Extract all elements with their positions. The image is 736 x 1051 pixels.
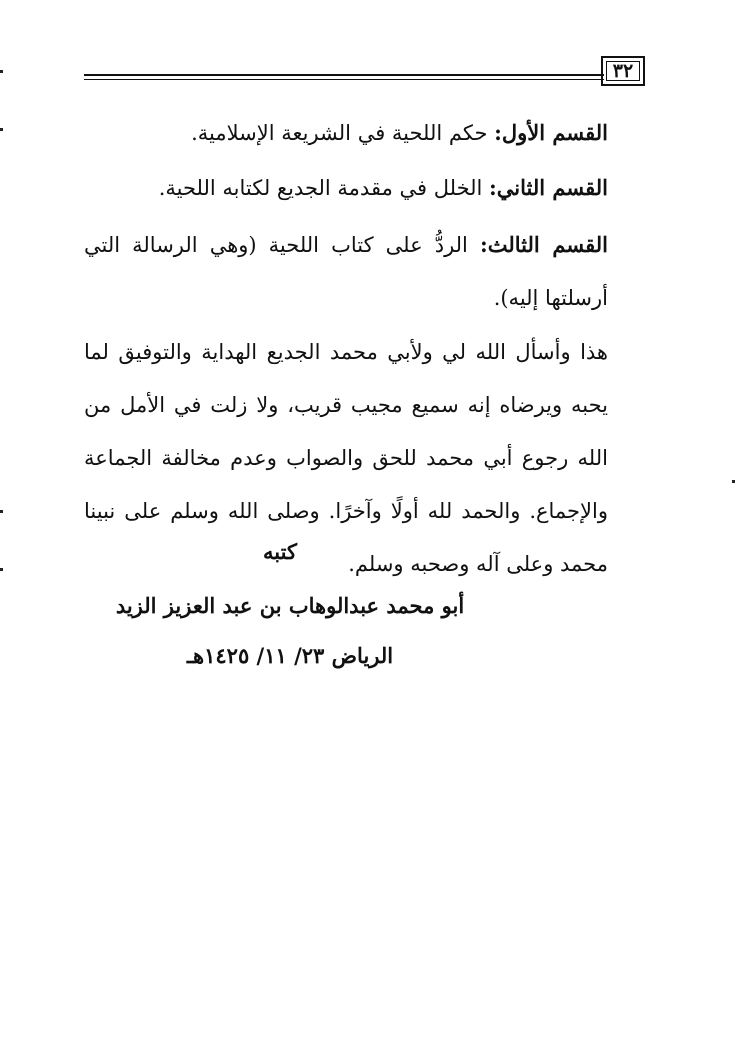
section-second-text: الخلل في مقدمة الجديع لكتابه اللحية. bbox=[158, 176, 490, 200]
section-third-label: القسم الثالث: bbox=[479, 232, 608, 257]
section-third bbox=[84, 218, 608, 325]
closing-paragraph: هذا وأسأل الله لي ولأبي محمد الجديع الهداية والتوفيق لما يحبه ويرضاه إنه سميع مجيب قريب، ولا زلت في الأمل من الله رجوع أبي محمد للحق والصواب وعدم مخالفة الجماعة والإجماع. والحمد لله أولًا وآخرًا. وصلى الله وسلم على نبينا محمد وعلى آله وصحبه وسلم. bbox=[84, 340, 608, 576]
section-third-text: الردُّ على كتاب اللحية (وهي الرسالة التي أرسلتها إليه). bbox=[84, 233, 608, 310]
scan-edge-mark bbox=[0, 70, 3, 73]
signature-place-date: الرياض ٢٣/ ١١/ ١٤٢٥هـ bbox=[186, 643, 394, 668]
scan-edge-mark bbox=[0, 568, 3, 571]
section-first bbox=[84, 106, 608, 160]
scan-edge-mark bbox=[732, 480, 735, 483]
section-second bbox=[84, 161, 608, 215]
page-number-frame bbox=[601, 56, 645, 86]
section-first-text: حكم اللحية في الشريعة الإسلامية. bbox=[191, 121, 495, 145]
section-second-label: القسم الثاني: bbox=[489, 175, 608, 200]
signature-written-by: كتبه bbox=[263, 539, 297, 564]
section-first-label: القسم الأول: bbox=[494, 120, 608, 145]
scan-edge-mark bbox=[0, 510, 3, 513]
signature-author: أبو محمد عبدالوهاب بن عبد العزيز الزيد bbox=[115, 593, 465, 618]
page-number: ٣٢ bbox=[612, 60, 634, 82]
header-rule-thin bbox=[84, 79, 604, 80]
scan-edge-mark bbox=[0, 128, 3, 131]
header-rule bbox=[84, 74, 604, 76]
